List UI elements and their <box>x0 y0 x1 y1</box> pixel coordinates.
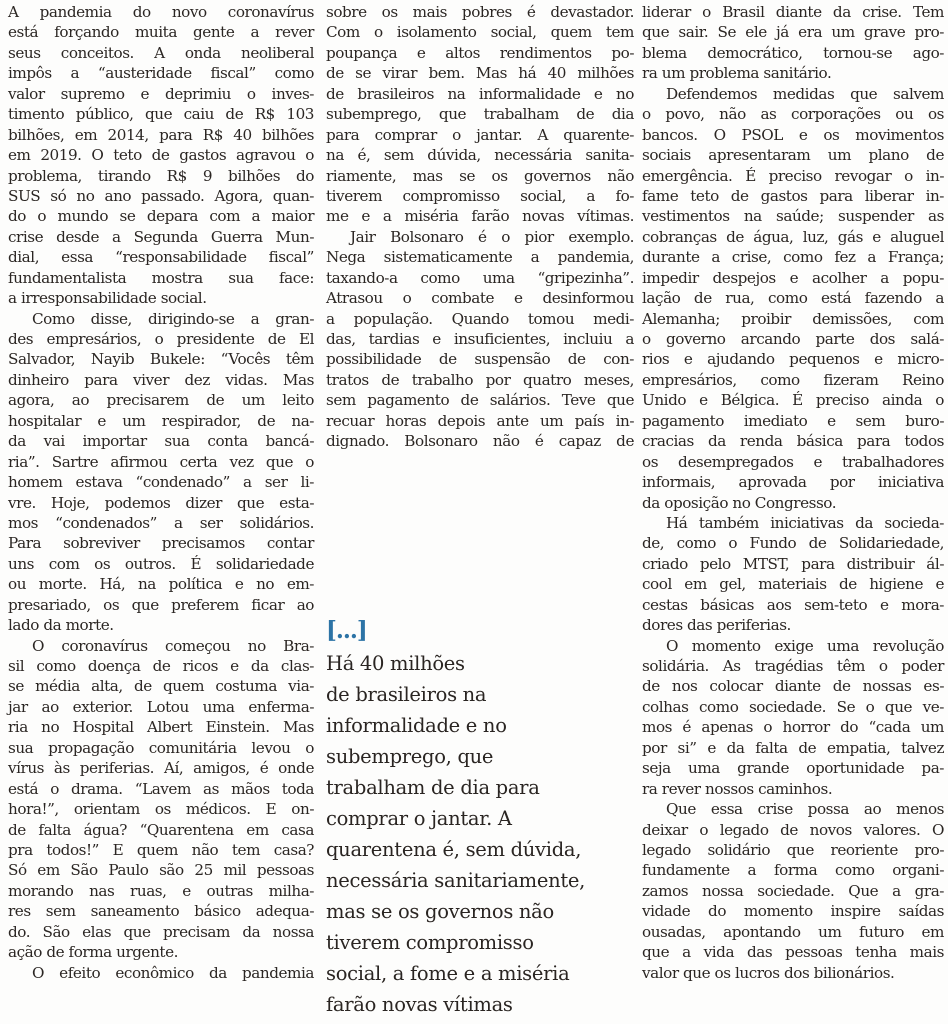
article-line: des empresários, o presidente de El <box>8 330 314 348</box>
article-line: empresários, como fizeram Reino <box>642 370 944 389</box>
article-line: homem estava “condenado” a ser li- <box>8 473 314 492</box>
article-line: está forçando muita gente a rever <box>8 23 314 42</box>
article-line: emergência. É preciso revogar o in- <box>642 166 944 185</box>
article-line: pra todos!” E quem não tem casa? <box>8 840 314 859</box>
article-line: problema, tirando R$ 9 bilhões do <box>8 166 314 185</box>
article-line: fundamentalista mostra sua face: <box>8 268 314 287</box>
article-line: res sem saneamento básico adequa- <box>8 902 314 921</box>
article-line: Salvador, Nayib Bukele: “Vocês têm <box>8 350 314 369</box>
article-line: impedir despejos e acolher a popu- <box>642 268 944 287</box>
article-line: de se virar bem. Mas há 40 milhões <box>326 64 634 83</box>
article-line: dores das periferias. <box>642 616 791 635</box>
article-line: liderar o Brasil diante da crise. Tem <box>642 3 944 21</box>
article-line: possibilidade de suspensão de con- <box>326 350 634 369</box>
article-line: vidade do momento inspire saídas <box>642 902 944 921</box>
article-line: dial, essa “responsabilidade fiscal” <box>8 248 314 267</box>
article-line: bilhões, em 2014, para R$ 40 bilhões <box>8 125 314 144</box>
article-line: valor supremo e deprimiu o inves- <box>8 84 314 103</box>
article-line: uns com os outros. É solidariedade <box>8 554 314 573</box>
pull-quote-line: farão novas vítimas <box>326 993 513 1016</box>
ellipsis-marker: [...] <box>326 617 367 644</box>
article-line: Nega sistematicamente a pandemia, <box>326 248 634 267</box>
article-line: ra rever nossos caminhos. <box>642 779 833 798</box>
article-line: lado da morte. <box>8 616 114 635</box>
pull-quote-line: necessária sanitariamente, <box>326 869 586 892</box>
article-line: dinheiro para viver dez vidas. Mas <box>8 370 314 389</box>
article-line: recuar horas depois ante um país in- <box>326 411 634 430</box>
article-line: criado pelo MTST, para distribuir ál- <box>642 554 944 573</box>
article-line: seja uma grande oportunidade pa- <box>642 759 944 778</box>
article-line: dignado. Bolsonaro não é capaz de <box>326 432 634 451</box>
article-line: para comprar o jantar. A quarente- <box>326 125 634 144</box>
article-line: mos “condenados” a ser solidários. <box>8 513 314 532</box>
article-line: ria no Hospital Albert Einstein. Mas <box>8 718 314 737</box>
article-line: cool em gel, materiais de higiene e <box>642 575 944 594</box>
article-line: tratos de trabalho por quatro meses, <box>326 370 634 389</box>
article-line: ousadas, apontando um futuro em <box>642 922 944 941</box>
pull-quote-line: Há 40 milhões <box>326 652 465 675</box>
article-line: fundamente a forma como organi- <box>642 861 944 880</box>
article-line: que sair. Se ele já era um grave pro- <box>642 23 944 42</box>
article-line: do o mundo se depara com a maior <box>8 207 314 226</box>
article-line: zamos nossa sociedade. Que a gra- <box>642 881 944 900</box>
article-line: Unido e Bélgica. É preciso ainda o <box>642 391 944 410</box>
article-line: lação de rua, como está fazendo a <box>642 289 944 308</box>
article-line: O momento exige uma revolução <box>666 636 944 655</box>
article-line: impôs a “austeridade fiscal” como <box>8 64 314 83</box>
article-line: legado solidário que reoriente pro- <box>642 840 944 859</box>
article-line: ra um problema sanitário. <box>642 64 832 83</box>
article-line: de, como o Fundo de Solidariedade, <box>642 534 944 553</box>
article-line: seus conceitos. A onda neoliberal <box>8 43 314 62</box>
article-line: jar ao exterior. Lotou uma enferma- <box>8 697 314 716</box>
article-line: Que essa crise possa ao menos <box>666 800 944 819</box>
article-line: mos é apenas o horror do “cada um <box>642 718 944 737</box>
article-line: hospitalar e um respirador, de na- <box>8 411 314 430</box>
article-line: subemprego, que trabalham de dia <box>326 105 634 124</box>
article-line: O coronavírus começou no Bra- <box>32 636 314 655</box>
article-line: em 2019. O teto de gastos agravou o <box>8 146 314 165</box>
article-line: morando nas ruas, e outras milha- <box>8 881 314 900</box>
article-line: de nos colocar diante de nossas es- <box>642 677 944 696</box>
article-line: que a vida das pessoas tenha mais <box>642 943 944 962</box>
article-line: valor que os lucros dos bilionários. <box>642 963 895 982</box>
article-line: pagamento imediato e sem buro- <box>642 411 944 430</box>
article-line: o governo arcando parte dos salá- <box>642 330 944 348</box>
article-line: da vai importar sua conta bancá- <box>8 432 314 451</box>
article-line: Há também iniciativas da socieda- <box>666 513 944 532</box>
pull-quote-line: subemprego, que <box>326 745 494 768</box>
article-column-1 <box>8 2 314 983</box>
article-column-2 <box>326 2 634 452</box>
article-line: Como disse, dirigindo-se a gran- <box>32 309 314 328</box>
article-line: solidária. As tragédias têm o poder <box>642 657 944 675</box>
pull-quote-line: informalidade e no <box>326 714 507 737</box>
article-line: me e a miséria farão novas vítimas. <box>326 207 634 226</box>
article-line: bancos. O PSOL e os movimentos <box>642 125 944 144</box>
article-line: durante a crise, como fez a França; <box>642 248 944 267</box>
article-line: rios e ajudando pequenos e micro- <box>642 350 944 369</box>
article-line: deixar o legado de novos valores. O <box>642 820 944 839</box>
article-line: na é, sem dúvida, necessária sanita- <box>326 146 634 165</box>
article-line: da oposição no Congresso. <box>642 493 837 512</box>
article-line: crise desde a Segunda Guerra Mun- <box>8 227 314 246</box>
article-line: presariado, os que preferem ficar ao <box>8 595 314 614</box>
pull-quote-line: trabalham de dia para <box>326 776 540 799</box>
article-line: riamente, mas se os governos não <box>326 166 634 185</box>
article-line: de brasileiros na informalidade e no <box>326 84 634 103</box>
article-line: timento público, que caiu de R$ 103 <box>8 105 314 124</box>
article-column-3 <box>642 2 944 983</box>
pull-quote-line: de brasileiros na <box>326 683 487 706</box>
article-line: poupança e altos rendimentos po- <box>326 43 634 62</box>
article-line: Para sobreviver precisamos contar <box>8 534 314 553</box>
article-line: vestimentos na saúde; suspender as <box>642 207 944 226</box>
article-line: cestas básicas aos sem-teto e mora- <box>642 595 944 614</box>
article-line: informais, aprovada por iniciativa <box>642 473 944 492</box>
article-line: colhas como sociedade. Se o que ve- <box>642 697 944 716</box>
article-line: blema democrático, tornou-se ago- <box>642 43 944 62</box>
article-line: A pandemia do novo coronavírus <box>8 3 314 21</box>
article-line: Defendemos medidas que salvem <box>666 84 944 103</box>
pull-quote <box>326 616 626 1020</box>
article-line: O efeito econômico da pandemia <box>32 963 314 982</box>
article-line: Atrasou o combate e desinformou <box>326 289 634 308</box>
article-line: a irresponsabilidade social. <box>8 289 207 308</box>
article-line: está o drama. “Lavem as mãos toda <box>8 779 314 798</box>
article-line: sil como doença de ricos e da clas- <box>8 657 314 675</box>
article-line: agora, ao precisarem de um leito <box>8 391 314 410</box>
article-line: os desempregados e trabalhadores <box>642 452 944 471</box>
article-line: por si” e da falta de empatia, talvez <box>642 738 944 757</box>
pull-quote-line: mas se os governos não <box>326 900 554 923</box>
article-line: Com o isolamento social, quem tem <box>326 23 634 42</box>
article-line: ria”. Sartre afirmou certa vez que o <box>8 452 314 471</box>
article-line: sobre os mais pobres é devastador. <box>326 3 634 21</box>
article-line: cracias da renda básica para todos <box>642 432 944 451</box>
pull-quote-line: tiverem compromisso <box>326 931 534 954</box>
article-line: vre. Hoje, podemos dizer que esta- <box>8 493 314 512</box>
article-line: ação de forma urgente. <box>8 943 178 962</box>
article-line: Jair Bolsonaro é o pior exemplo. <box>350 227 634 246</box>
article-line: fame teto de gastos para liberar in- <box>642 186 944 205</box>
article-line: Só em São Paulo são 25 mil pessoas <box>8 861 314 880</box>
pull-quote-line: social, a fome e a miséria <box>326 962 570 985</box>
article-line: ou morte. Há, na política e no em- <box>8 575 314 594</box>
article-line: o povo, não as corporações ou os <box>642 105 944 124</box>
pull-quote-line: comprar o jantar. A <box>326 807 512 830</box>
article-line: taxando-a como uma “gripezinha”. <box>326 268 634 287</box>
article-line: das, tardias e insuficientes, incluiu a <box>326 330 634 348</box>
article-line: tiverem compromisso social, a fo- <box>326 186 634 205</box>
article-line: se média alta, de quem costuma via- <box>8 677 314 696</box>
pull-quote-text <box>326 648 626 1020</box>
article-line: sua propagação comunitária levou o <box>8 738 314 757</box>
article-line: do. São elas que precisam da nossa <box>8 922 314 941</box>
article-line: hora!”, orientam os médicos. E on- <box>8 800 314 819</box>
article-line: sociais apresentaram um plano de <box>642 146 944 165</box>
article-line: Alemanha; proibir demissões, com <box>642 309 944 328</box>
article-line: a população. Quando tomou medi- <box>326 309 634 328</box>
pull-quote-line: quarentena é, sem dúvida, <box>326 838 582 861</box>
article-line: vírus às periferias. Aí, amigos, é onde <box>8 759 314 778</box>
article-line: SUS só no ano passado. Agora, quan- <box>8 186 314 205</box>
article-line: sem pagamento de salários. Teve que <box>326 391 634 410</box>
article-line: cobranças de água, luz, gás e aluguel <box>642 227 944 246</box>
article-line: de falta água? “Quarentena em casa <box>8 820 314 839</box>
